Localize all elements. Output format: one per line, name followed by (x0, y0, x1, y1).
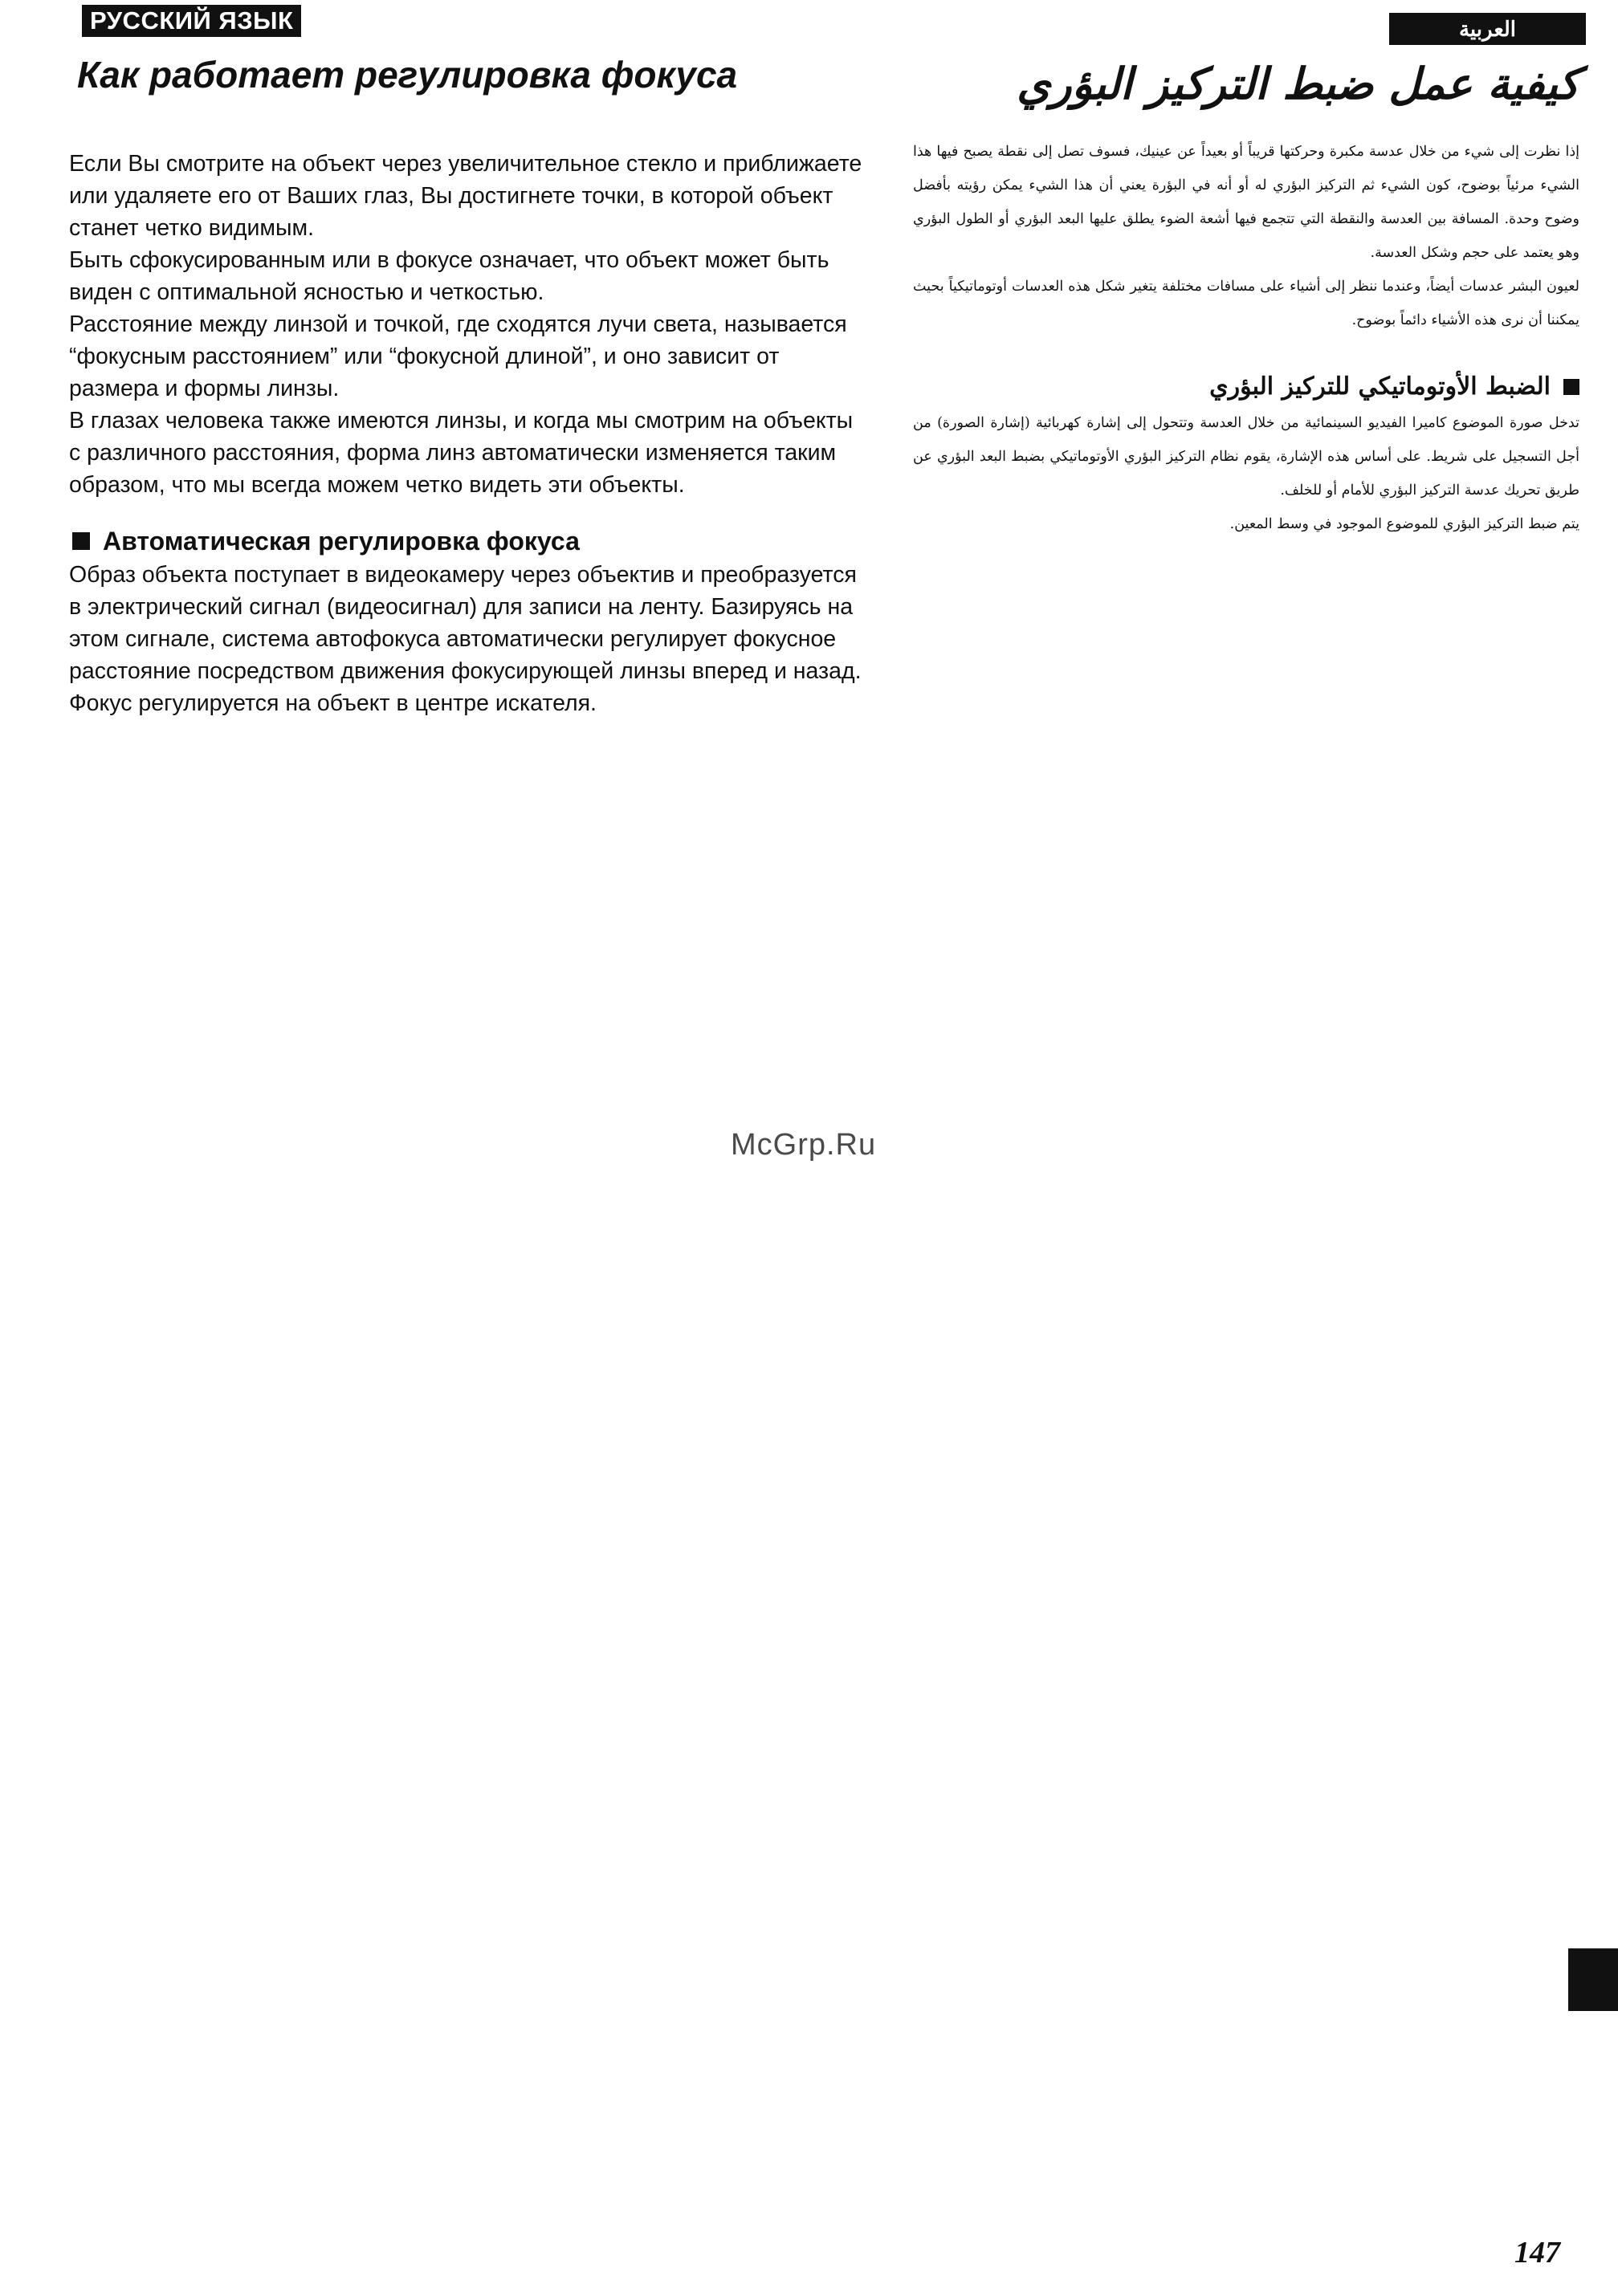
bullet-square-icon (1563, 379, 1579, 395)
arabic-column (913, 50, 1579, 541)
bullet-square-icon (72, 532, 90, 550)
section-paragraph: Фокус регулируется на объект в центре искателя. (69, 690, 597, 716)
chapter-edge-tab (1568, 1948, 1618, 2011)
page-number: 147 (1514, 2236, 1560, 2270)
language-tab-arabic: العربية (1389, 13, 1586, 45)
page-title-russian: Как работает регулировка фокуса (77, 54, 738, 96)
intro-paragraph: Если Вы смотрите на объект через увеличительное стекло и приближаете или удаляете его от Ваших глаз, Вы достигнете точки, в которой объект станет четко видимым. (69, 151, 862, 241)
intro-paragraph-arabic: لعيون البشر عدسات أيضاً، وعندما ننظر إلى أشياء على مسافات مختلفة يتغير شكل هذه العدسات أوتوماتيكياً بحيث يمكننا أن نرى هذه الأشياء دائماً بوضوح. (913, 279, 1579, 328)
section-paragraph-arabic: تدخل صورة الموضوع كاميرا الفيديو السينمائية من خلال العدسة وتتحول إلى إشارة كهربائية (إشارة الصورة) من أجل التسجيل على شريط. على أساس هذه الإشارة، يقوم نظام التركيز البؤري الأوتوماتيكي بضبط البعد البؤري عن طريق تحريك عدسة التركيز البؤري للأمام أو للخلف. (913, 415, 1579, 499)
intro-paragraph: Расстояние между линзой и точкой, где сходятся лучи света, называется “фокусным расстоянием” или “фокусной длиной”, и оно зависит от размера и формы линзы. (69, 311, 847, 401)
intro-paragraph: Быть сфокусированным или в фокусе означает, что объект может быть виден с оптимальной ясностью и четкостью. (69, 247, 829, 305)
section-heading-text: Автоматическая регулировка фокуса (103, 527, 580, 556)
intro-paragraph: В глазах человека также имеются линзы, и когда мы смотрим на объекты с различного расстояния, форма линз автоматически изменяется таким образом, что мы всегда можем четко видеть эти объекты. (69, 408, 854, 498)
section-heading-text-arabic: الضبط الأوتوماتيكي للتركيز البؤري (1209, 372, 1551, 401)
section-heading-arabic (913, 369, 1579, 405)
watermark: McGrp.Ru (731, 1128, 877, 1162)
intro-paragraph-arabic: إذا نظرت إلى شيء من خلال عدسة مكبرة وحركتها قريباً أو بعيداً عن عينيك، فسوف تصل إلى نقطة يصبح فيها هذا الشيء مرئياً بوضوح، كون الشيء ثم التركيز البؤري له أو أنه في البؤرة يعني أن هذا الشيء يمكن رؤيته بأفضل وضوح وحدة. المسافة بين العدسة والنقطة التي تتجمع فيها أشعة الضوء يطلق عليها البعد البؤري أو الطول البؤري وهو يعتمد على حجم وشكل العدسة. (913, 144, 1579, 261)
section-paragraph-arabic: يتم ضبط التركيز البؤري للموضوع الموجود في وسط المعين. (1229, 516, 1579, 532)
russian-column (69, 50, 864, 719)
language-tab-russian: РУССКИЙ ЯЗЫК (82, 5, 301, 37)
section-heading-russian (72, 525, 864, 557)
section-paragraph: Образ объекта поступает в видеокамеру через объектив и преобразуется в электрический сигнал (видеосигнал) для записи на ленту. Базируясь на этом сигнале, система автофокуса автоматически регулирует фокусное расстояние посредством движения фокусирующей линзы вперед и назад. (69, 562, 862, 684)
page-title-arabic: كيفية عمل ضبط التركيز البؤري (1017, 58, 1579, 109)
